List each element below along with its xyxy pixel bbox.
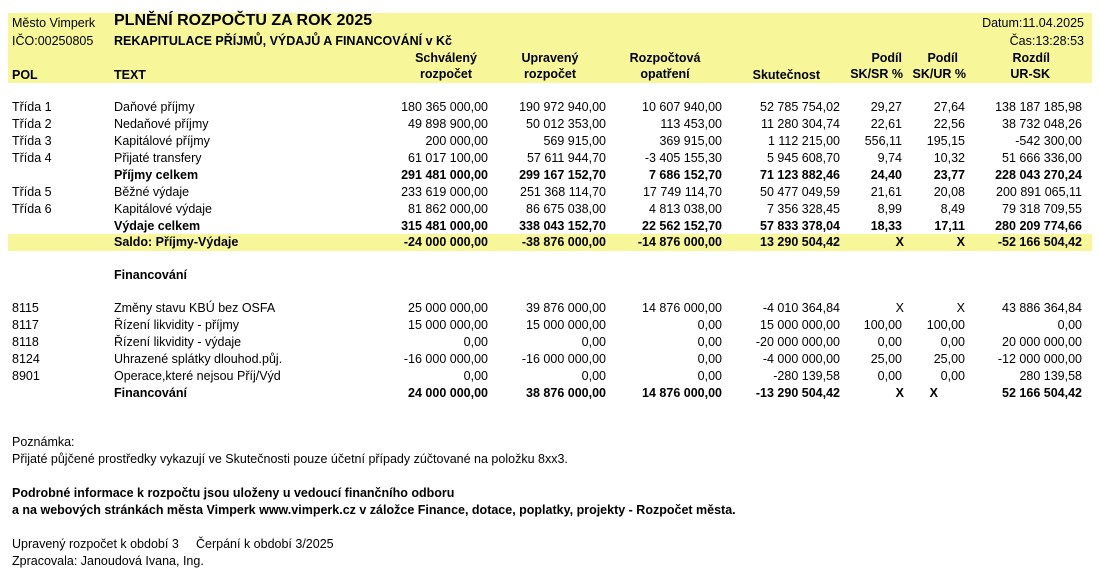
pol-cell: 8117 [12,318,39,332]
podil-sr-cell: 24,40 [870,168,902,182]
skutecnost-cell: -4 010 364,84 [762,301,840,315]
text-cell: Běžné výdaje [114,185,190,199]
rozdil-cell: 0,00 [1057,318,1082,332]
text-cell: Kapitálové výdaje [114,202,212,216]
upraveny-cell: 251 368 114,70 [520,185,606,199]
ico-number: IČO:00250805 [12,34,94,48]
schvaleny-cell: -24 000 000,00 [403,235,488,249]
rozdil-cell: -52 166 504,42 [997,235,1082,249]
rozdil-cell: -542 300,00 [1015,134,1082,148]
text-cell: Saldo: Příjmy-Výdaje [114,235,239,249]
podil-sr-cell: 556,11 [864,134,902,148]
pol-cell: Třída 4 [12,151,52,165]
col-header-upraveny-1: Upravený [521,51,579,65]
note-label: Poznámka: [12,435,75,449]
col-header-schvaleny-2: rozpočet [419,67,473,81]
col-header-podil-sr-1: Podíl [871,51,902,65]
schvaleny-cell: 315 481 000,00 [401,219,488,233]
total-row-prijmy [0,167,1100,184]
schvaleny-cell: 200 000,00 [425,134,488,148]
schvaleny-cell: 61 017 100,00 [408,151,488,165]
col-header-rozdil-1: Rozdíl [1012,51,1050,65]
podil-sr-cell: 8,99 [877,202,902,216]
author-line: Zpracovala: Janoudová Ivana, Ing. [12,554,204,568]
upraveny-cell: 338 043 152,70 [519,219,606,233]
text-cell: Financování [114,386,187,400]
report-subtitle: REKAPITULACE PŘÍJMŮ, VÝDAJŮ A FINANCOVÁNÍ v Kč [114,34,453,48]
table-row [0,201,1100,218]
col-header-schvaleny-1: Schválený [415,51,477,65]
podil-sr-cell: 22,61 [870,117,902,131]
text-cell: Uhrazené splátky dlouhod.půj. [114,352,283,366]
schvaleny-cell: 81 862 000,00 [408,202,488,216]
rozdil-cell: 280 139,58 [1019,369,1082,383]
upraveny-cell: 569 915,00 [543,134,606,148]
podil-ur-cell: 10,32 [933,151,965,165]
podil-sr-cell: 0,00 [877,369,902,383]
rozdil-cell: 38 732 048,26 [1002,117,1082,131]
upraveny-cell: 15 000 000,00 [526,318,606,332]
report-title: PLNĚNÍ ROZPOČTU ZA ROK 2025 [114,12,373,29]
schvaleny-cell: 0,00 [463,335,488,349]
schvaleny-cell: 15 000 000,00 [408,318,488,332]
rozdil-cell: 79 318 709,55 [1002,202,1082,216]
col-header-skutecnost: Skutečnost [752,68,820,82]
rozpoctova-cell: 17 749 114,70 [642,185,722,199]
podil-sr-cell: 25,00 [870,352,902,366]
upraveny-cell: 299 167 152,70 [519,168,606,182]
rozdil-cell: 43 886 364,84 [1002,301,1082,315]
schvaleny-cell: 25 000 000,00 [408,301,488,315]
note-text: Přijaté půjčené prostředky vykazují ve Skutečnosti pouze účetní případy zúčtované na položku 8xx3. [12,452,568,466]
skutecnost-cell: 71 123 882,46 [760,168,840,182]
podil-sr-cell: X [895,386,904,400]
pol-cell: Třída 2 [12,117,52,131]
rozpoctova-cell: 0,00 [697,352,722,366]
rozdil-cell: 52 166 504,42 [1002,386,1082,400]
upraveny-cell: 57 611 944,70 [526,151,606,165]
rozpoctova-cell: 10 607 940,00 [642,100,722,114]
rozpoctova-cell: -3 405 155,30 [644,151,722,165]
schvaleny-cell: 291 481 000,00 [401,168,488,182]
total-row-vydaje [0,218,1100,235]
text-cell: Nedaňové příjmy [114,117,209,131]
saldo-row [0,234,1100,251]
schvaleny-cell: 180 365 000,00 [401,100,488,114]
col-header-podil-ur-1: Podíl [927,51,958,65]
schvaleny-cell: -16 000 000,00 [403,352,488,366]
col-header-text: TEXT [114,68,146,82]
col-header-upraveny-2: rozpočet [523,67,577,81]
rozpoctova-cell: 22 562 152,70 [642,219,722,233]
upraveny-cell: 190 972 940,00 [519,100,606,114]
text-cell: Výdaje celkem [114,219,201,233]
text-cell: Změny stavu KBÚ bez OSFA [114,301,276,315]
rozpoctova-cell: 113 453,00 [660,117,722,131]
schvaleny-cell: 24 000 000,00 [408,386,488,400]
schvaleny-cell: 49 898 900,00 [408,117,488,131]
upraveny-cell: 39 876 000,00 [526,301,606,315]
text-cell: Příjmy celkem [114,168,199,182]
report-time: Čas:13:28:53 [1009,34,1084,48]
schvaleny-cell: 233 619 000,00 [401,185,488,199]
text-cell: Přijaté transfery [114,151,202,165]
skutecnost-cell: 50 477 049,59 [760,185,840,199]
table-row [0,368,1100,385]
rozdil-cell: 20 000 000,00 [1002,335,1082,349]
table-row [0,351,1100,368]
info-line-2: a na webových stránkách města Vimperk www.vimperk.cz v záložce Finance, dotace, poplatky, projekty - Rozpočet města. [12,503,736,517]
skutecnost-cell: -280 139,58 [773,369,840,383]
col-header-pol: POL [12,68,38,82]
table-row [0,300,1100,317]
podil-sr-cell: 29,27 [870,100,902,114]
schvaleny-cell: 0,00 [463,369,488,383]
rozdil-cell: -12 000 000,00 [997,352,1082,366]
table-row [0,150,1100,167]
text-cell: Řízení likvidity - výdaje [114,335,242,349]
upraveny-cell: -38 876 000,00 [521,235,606,249]
podil-ur-cell: 0,00 [940,335,965,349]
skutecnost-cell: 13 290 504,42 [760,235,840,249]
rozpoctova-cell: 14 876 000,00 [642,386,722,400]
text-cell: Kapitálové příjmy [114,134,210,148]
upraveny-cell: 0,00 [581,335,606,349]
podil-sr-cell: X [895,301,904,315]
col-header-podil-sr-2: SK/SR % [850,67,903,81]
pol-cell: 8118 [12,335,39,349]
rozpoctova-cell: 369 915,00 [659,134,722,148]
table-row [0,184,1100,201]
total-row-financovani [0,385,1100,402]
financing-title: Financování [114,268,187,282]
podil-sr-cell: 100,00 [863,318,902,332]
col-header-rozdil-2: UR-SK [1010,67,1050,81]
upraveny-cell: 50 012 353,00 [526,117,606,131]
skutecnost-cell: -20 000 000,00 [755,335,840,349]
skutecnost-cell: 7 356 328,45 [767,202,840,216]
col-header-rozpoctova-1: Rozpočtová [629,51,701,65]
podil-ur-cell: 17,11 [934,219,965,233]
skutecnost-cell: 15 000 000,00 [760,318,840,332]
podil-ur-cell: 195,15 [926,134,965,148]
rozpoctova-cell: 0,00 [697,318,722,332]
upraveny-cell: 38 876 000,00 [526,386,606,400]
rozpoctova-cell: 0,00 [697,369,722,383]
pol-cell: 8901 [12,369,40,383]
podil-ur-cell: 25,00 [933,352,965,366]
skutecnost-cell: -4 000 000,00 [762,352,840,366]
podil-ur-cell: X [956,235,965,249]
skutecnost-cell: 5 945 608,70 [767,151,840,165]
podil-ur-cell: 0,00 [940,369,965,383]
rozdil-cell: 138 187 185,98 [995,100,1082,114]
table-row [0,334,1100,351]
podil-sr-cell: X [895,235,904,249]
col-header-podil-ur-2: SK/UR % [912,67,966,81]
text-cell: Operace,které nejsou Příj/Výd [114,369,281,383]
table-row [0,116,1100,133]
upraveny-cell: 86 675 038,00 [526,202,606,216]
rozpoctova-cell: -14 876 000,00 [637,235,722,249]
pol-cell: Třída 1 [12,100,52,114]
rozpoctova-cell: 4 813 038,00 [649,202,722,216]
report-date: Datum:11.04.2025 [982,16,1084,30]
rozpoctova-cell: 0,00 [697,335,722,349]
table-row [0,317,1100,334]
podil-sr-cell: 9,74 [877,151,902,165]
skutecnost-cell: 57 833 378,04 [760,219,840,233]
text-cell: Řízení likvidity - příjmy [114,318,240,332]
town-name: Město Vimperk [12,16,96,30]
upraveny-cell: -16 000 000,00 [521,352,606,366]
podil-ur-cell: 22,56 [933,117,965,131]
podil-ur-cell: 27,64 [933,100,965,114]
podil-ur-cell: 23,77 [933,168,965,182]
col-header-rozpoctova-2: opatření [640,67,690,81]
info-line-1: Podrobné informace k rozpočtu jsou uloženy u vedoucí finančního odboru [12,486,455,500]
podil-ur-cell: 100,00 [926,318,965,332]
table-row [0,99,1100,116]
podil-ur-cell: 8,49 [940,202,965,216]
text-cell: Daňové příjmy [114,100,195,114]
period-upraveny: Upravený rozpočet k období 3 [12,537,179,551]
skutecnost-cell: 1 112 215,00 [767,134,840,148]
podil-sr-cell: 0,00 [877,335,902,349]
podil-sr-cell: 18,33 [870,219,902,233]
podil-ur-cell: 20,08 [933,185,965,199]
pol-cell: 8115 [12,301,39,315]
podil-ur-cell: X [929,386,938,400]
rozdil-cell: 280 209 774,66 [995,219,1082,233]
podil-sr-cell: 21,61 [870,185,902,199]
rozpoctova-cell: 7 686 152,70 [649,168,722,182]
skutecnost-cell: 52 785 754,02 [760,100,840,114]
table-row [0,133,1100,150]
pol-cell: Třída 5 [12,185,52,199]
rozdil-cell: 200 891 065,11 [996,185,1082,199]
rozdil-cell: 228 043 270,24 [995,168,1082,182]
rozpoctova-cell: 14 876 000,00 [642,301,722,315]
pol-cell: 8124 [12,352,40,366]
pol-cell: Třída 6 [12,202,52,216]
pol-cell: Třída 3 [12,134,52,148]
rozdil-cell: 51 666 336,00 [1002,151,1082,165]
skutecnost-cell: -13 290 504,42 [755,386,840,400]
skutecnost-cell: 11 280 304,74 [760,117,840,131]
period-cerpani: Čerpání k období 3/2025 [196,537,334,551]
podil-ur-cell: X [956,301,965,315]
upraveny-cell: 0,00 [581,369,606,383]
